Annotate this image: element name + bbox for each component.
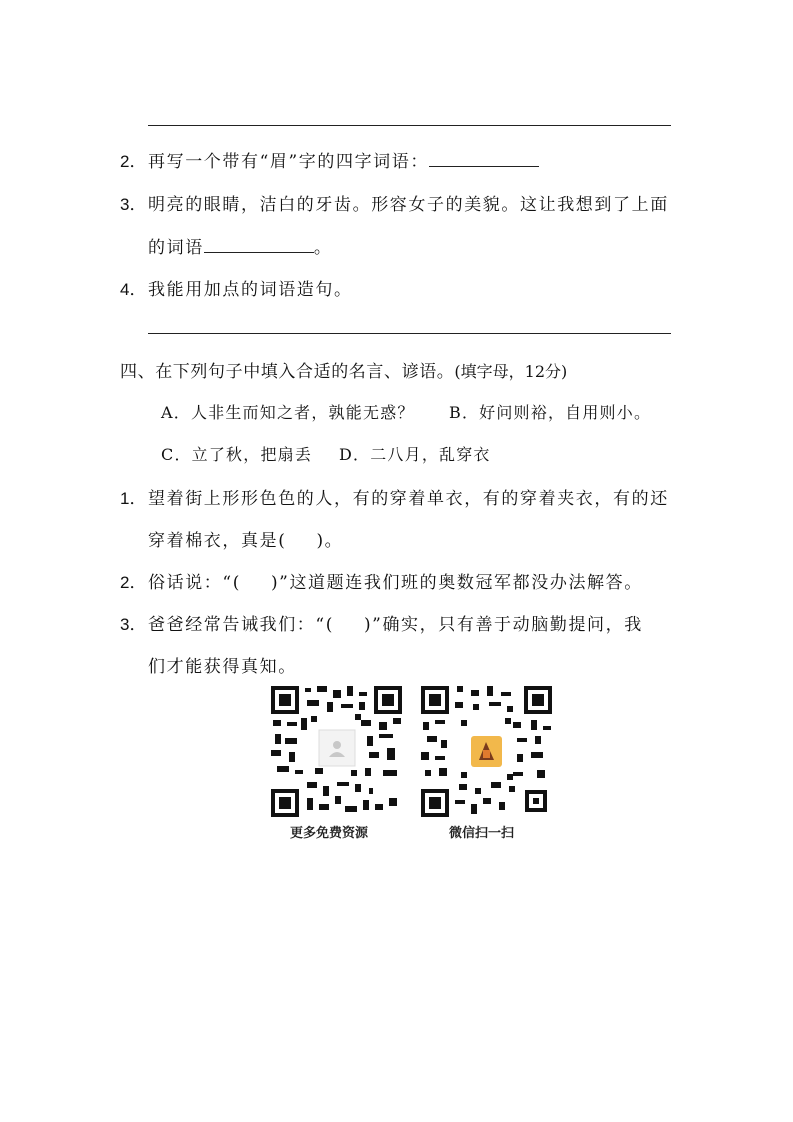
question-3-line2 [148,233,332,258]
answer-blank[interactable] [204,238,314,253]
question-text: 再写一个带有“眉”字的四字词语： [148,152,429,172]
question-number: 4． [120,280,147,299]
question-number: 3． [120,615,147,634]
question-4: 我能用加点的词语造句。 [148,280,353,300]
question-number: 1． [120,489,147,508]
avatar-icon [327,738,347,758]
option-a: A．人非生而知之者，孰能无惑？ [161,403,415,422]
question-number: 2． [120,573,147,592]
section-score-note: (填字母，12分) [454,362,568,381]
question-text: )”这道题连我们班的奥数冠军都没办法解答。 [270,573,643,593]
question-text: 爸爸经常告诫我们：“( [148,615,334,635]
option-c: C．立了秋，把扇丢 [161,445,313,464]
question-number: 3． [120,195,147,214]
answer-line [148,125,671,126]
option-d: D．二八月，乱穿衣 [339,445,491,464]
question-3-line1: 明亮的眼睛，洁白的牙齿。形容女子的美貌。这让我想到了上面 [148,195,669,215]
question-text: 的词语 [148,238,204,258]
answer-blank[interactable] [429,152,539,167]
question-2 [148,147,539,172]
question-3-line1 [148,610,643,635]
qr-label: 微信扫一扫 [449,826,515,841]
qr-code[interactable] [421,686,552,817]
qr-code[interactable] [271,686,402,817]
question-text: 。 [313,238,333,258]
qr-label: 更多免费资源 [290,826,369,841]
section-title: 四、在下列句子中填入合适的名言、谚语。 [120,362,455,382]
question-text: )。 [316,531,344,551]
question-number: 2． [120,152,147,171]
section-heading [120,357,567,382]
question-1-line1: 望着街上形形色色的人，有的穿着单衣，有的穿着夹衣，有的还 [148,489,669,509]
question-1-line2 [148,526,343,551]
question-text: )”确实，只有善于动脑勤提问，我 [363,615,643,635]
answer-line[interactable] [148,333,671,334]
question-text: 穿着棉衣，真是( [148,531,287,551]
option-b: B．好问则裕，自用则小。 [449,403,652,422]
question-3-line2: 们才能获得真知。 [148,657,297,677]
brand-logo-icon [471,736,502,767]
question-2 [148,568,643,593]
question-text: 俗话说：“( [148,573,241,593]
